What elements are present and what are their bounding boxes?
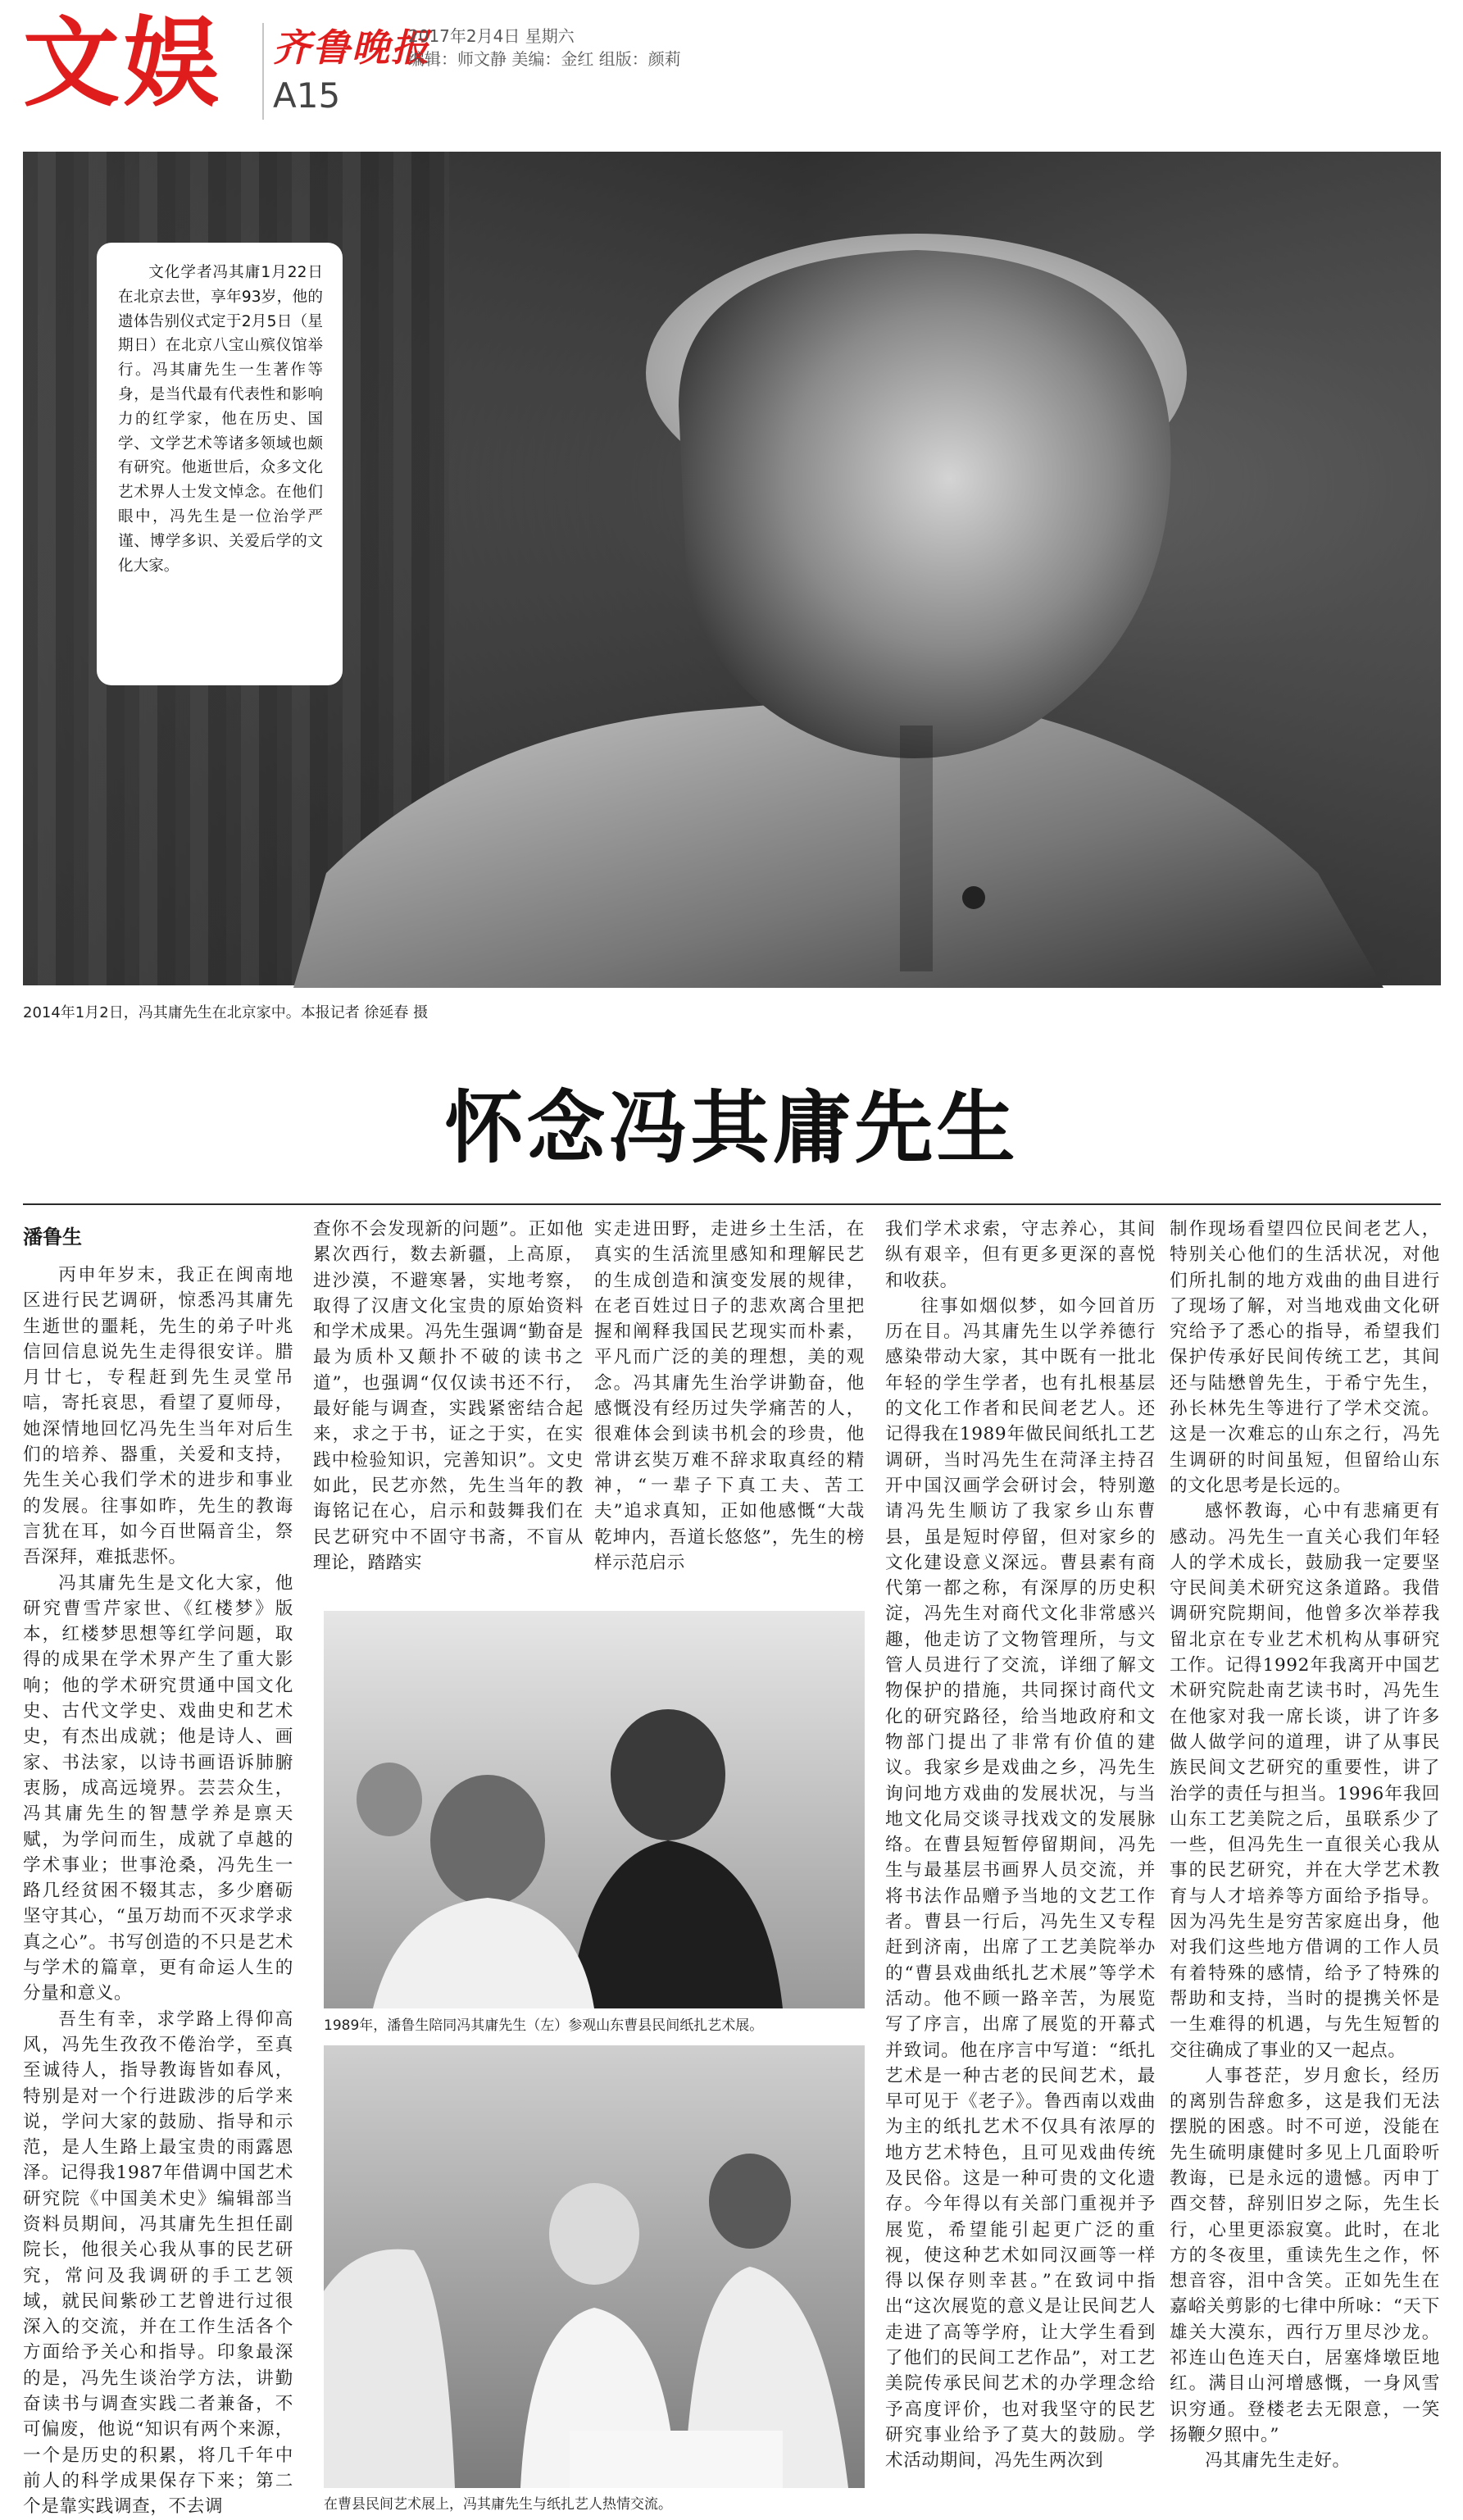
- portrait-silhouette: [293, 201, 1441, 988]
- section-title: 文娱: [23, 7, 224, 120]
- photo-artisan-exchange: [324, 2045, 865, 2488]
- newspaper-logo: 齐鲁晚报: [273, 25, 430, 70]
- paragraph: 我们学术求索，守志养心，其间纵有艰辛，但有更多更深的喜悦和收获。: [885, 1219, 1156, 1291]
- paragraph: 丙申年岁末，我正在闽南地区进行民艺调研，惊悉冯其庸先生逝世的噩耗，先生的弟子叶兆信回信息说先生走得很安详。腊月廿七，专程赶到先生灵堂吊唁，寄托哀思，看望了夏师母，她深情地回忆冯先生当年对后生们的培养、器重，关爱和支持，先生关心我们学术的进步和事业的发展。往事如昨，先生的教诲言犹在耳，如今百世隔音尘，祭吾深拜，难抵悲怀。: [23, 1265, 293, 1568]
- intro-box: 文化学者冯其庸1月22日在北京去世，享年93岁，他的遗体告别仪式定于2月5日（星期日）在北京八宝山殡仪馆举行。冯其庸先生一生著作等身，是当代最有代表性和影响力的红学家，他在历史、国学、文学艺术等诸多领域也颇有研究。他逝世后，众多文化艺术界人士发文悼念。在他们眼中，冯先生是一位治学严谨、博学多识、关爱后学的文化大家。: [97, 243, 343, 685]
- article-column-4: [885, 1217, 1156, 2504]
- photo1-caption: 1989年，潘鲁生陪同冯其庸先生（左）参观山东曹县民间纸扎艺术展。: [324, 2017, 764, 2034]
- date-line: 2017年2月4日 星期六: [408, 26, 575, 46]
- masthead-divider: [262, 23, 264, 120]
- paragraph: 冯其庸先生走好。: [1205, 2450, 1351, 2472]
- paragraph: 冯其庸先生是文化大家，他研究曹雪芹家世、《红楼梦》版本，红楼梦思想等红学问题，取得的成果在学术界产生了重大影响；他的学术研究贯通中国文化史、古代文学史、戏曲史和艺术史，有杰出成就；他是诗人、画家、书法家，以诗书画语诉肺腑衷肠，成高远境界。芸芸众生，冯其庸先生的智慧学养是禀天赋，为学问而生，成就了卓越的学术事业；世事沧桑，冯先生一路几经贫困不辍其志，多少磨砺坚守其心，“虽万劫而不灭求学求真之心”。书写创造的不只是艺术与学术的篇章，更有命运人生的分量和意义。: [23, 1572, 293, 2004]
- headline-rule: [23, 1203, 1441, 1205]
- paragraph: 吾生有幸，求学路上得仰高风，冯先生孜孜不倦治学，至真至诚待人，指导教诲皆如春风，特别是对一个行进跋涉的后学来说，学问大家的鼓励、指导和示范，是人生路上最宝贵的雨露恩泽。记得我1987年借调中国艺术研究院《中国美术史》编辑部当资料员期间，冯其庸先生担任副院长，他很关心我从事的民艺研究，常问及我调研的手工艺领域，就民间紫砂工艺曾进行过很深入的交流，并在工作生活各个方面给予关心和指导。印象最深的是，冯先生谈治学方法，讲勤奋读书与调查实践二者兼备，不可偏废，他说“知识有两个来源，一个是历史的积累，将几千年中前人的科学成果保存下来；第二个是靠实践调查，不去调: [23, 2008, 293, 2518]
- author-byline: 潘鲁生: [23, 1226, 82, 1249]
- article-column-3: [594, 1217, 865, 1598]
- article-column-1: [23, 1262, 293, 2518]
- photo2-caption: 在曹县民间艺术展上，冯其庸先生与纸扎艺人热情交流。: [324, 2496, 672, 2513]
- editors-line: 编辑：师文静 美编：金红 组版：颜莉: [408, 49, 681, 69]
- article-column-5: [1170, 1217, 1440, 2504]
- paragraph: 查你不会发现新的问题”。正如他累次西行，数去新疆，上高原，进沙漠，不避寒暑，实地考察，取得了汉唐文化宝贵的原始资料和学术成果。冯先生强调“勤奋是最为质朴又颠扑不破的读书之道”，也强调“仅仅读书还不行，最好能与调查，实践紧密结合起来，求之于书，证之于实，在实践中检验知识，完善知识”。文史如此，民艺亦然，先生当年的教诲铭记在心，启示和鼓舞我们在民艺研究中不固守书斋，不盲从理论，踏踏实: [313, 1219, 584, 1573]
- hero-caption: 2014年1月2日，冯其庸先生在北京家中。本报记者 徐延春 摄: [23, 1004, 429, 1021]
- paragraph: 感怀教诲，心中有悲痛更有感动。冯先生一直关心我们年轻人的学术成长，鼓励我一定要坚守民间美术研究这条道路。我借调研究院期间，他曾多次举荐我留北京在专业艺术机构从事研究工作。记得1992年我离开中国艺术研究院赴南艺读书时，冯先生在他家对我一席长谈，讲了许多做人做学问的道理，讲了从事民族民间文艺研究的重要性，讲了治学的责任与担当。1996年我回山东工艺美院之后，虽联系少了一些，但冯先生一直很关心我从事的民艺研究，并在大学艺术教育与人才培养等方面给予指导。因为冯先生是穷苦家庭出身，他对我们这些地方借调的工作人员有着特殊的感情，给予了特殊的帮助和支持，当时的提携关怀是一生难得的机遇，与先生短暂的交往确成了事业的又一起点。: [1170, 1501, 1440, 2061]
- paragraph: 制作现场看望四位民间老艺人，特别关心他们的生活状况，对他们所扎制的地方戏曲的曲目进行了现场了解，对当地戏曲文化研究给予了悉心的指导，希望我们保护传承好民间传统工艺，其间还与陆懋曾先生，于希宁先生，孙长林先生等进行了学术交流。这是一次难忘的山东之行，冯先生调研的时间虽短，但留给山东的文化思考是长远的。: [1170, 1219, 1440, 1496]
- paragraph: 人事苍茫，岁月愈长，经历的离别告辞愈多，这是我们无法摆脱的困惑。时不可逆，没能在先生硫明康健时多见上几面聆听教诲，已是永远的遗憾。丙申丁酉交替，辞别旧岁之际，先生长行，心里更添寂寞。此时，在北方的冬夜里，重读先生之作，怀想音容，泪中含笑。正如先生在嘉峪关剪影的七律中所咏：“天下雄关大漠东，西行万里尽沙龙。祁连山色连天白，居塞烽墩臣地红。满目山河增感慨，一身风雪识穷通。登楼老去无限意，一笑扬鞭夕照中。”: [1170, 2065, 1440, 2445]
- photo-exhibition-visit: [324, 1611, 865, 2008]
- page-number: A15: [273, 75, 341, 116]
- paragraph: 往事如烟似梦，如今回首历历在目。冯其庸先生以学养德行感染带动大家，其中既有一批北年轻的学生学者，也有扎根基层的文化工作者和民间老艺人。还记得我在1989年做民间纸扎工艺调研，当时冯先生在菏泽主持召开中国汉画学会研讨会，特别邀请冯先生顺访了我家乡山东曹县，虽是短时停留，但对家乡的文化建设意义深远。曹县素有商代第一都之称，有深厚的历史积淀，冯先生对商代文化非常感兴趣，他走访了文物管理所，与文管人员进行了交流，详细了解文物保护的措施，共同探讨商代文化的研究路径，给当地政府和文物部门提出了非常有价值的建议。我家乡是戏曲之乡，冯先生询问地方戏曲的发展状况，与当地文化局交谈寻找戏文的发展脉络。在曹县短暂停留期间，冯先生与最基层书画界人员交流，并将书法作品赠予当地的文艺工作者。曹县一行后，冯先生又专程赶到济南，出席了工艺美院举办的“曹县戏曲纸扎艺术展”等学术活动。他不顾一路辛苦，为展览写了序言，出席了展览的开幕式并致词。他在序言中写道：“纸扎艺术是一种古老的民间艺术，最早可见于《老子》。鲁西南以戏曲为主的纸扎艺术不仅具有浓厚的地方艺术特色，且可见戏曲传统及民俗。这是一种可贵的文化遗存。今年得以有关部门重视并予展览，希望能引起更广泛的重视，使这种艺术如同汉画等一样得以保存则幸甚。”在致词中指出“这次展览的意义是让民间艺人走进了高等学府，让大学生看到了他们的民间工艺作品”，对工艺美院传承民间艺术的办学理念给予高度评价，也对我坚守的民艺研究事业给予了莫大的鼓励。学术活动期间，冯先生两次到: [885, 1295, 1156, 2472]
- article-headline: 怀念冯其庸先生: [444, 1082, 1019, 1174]
- paragraph: 实走进田野，走进乡土生活，在真实的生活流里感知和理解民艺的生成创造和演变发展的规律，在老百姓过日子的悲欢离合里把握和阐释我国民艺现实而朴素，平凡而广泛的美的理想，美的观念。冯其庸先生治学讲勤奋，他感慨没有经历过失学痛苦的人，很难体会到读书机会的珍贵，他常讲玄奘万难不辞求取真经的精神，“一辈子下真工夫、苦工夫”追求真知，正如他感慨“大哉乾坤内，吾道长悠悠”，先生的榜样示范启示: [594, 1219, 865, 1573]
- article-column-2: [313, 1217, 584, 1598]
